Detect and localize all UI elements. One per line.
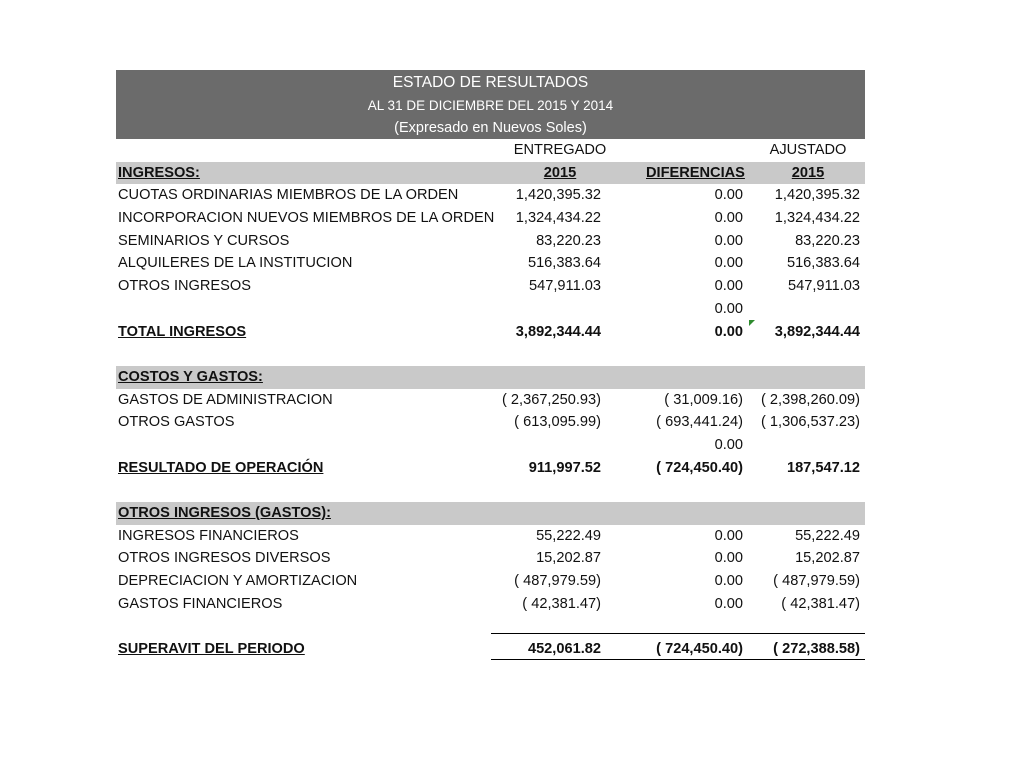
total-ajustado: ( 272,388.58) bbox=[773, 641, 860, 658]
cell-diferencias: 0.00 bbox=[714, 436, 743, 453]
section-label: COSTOS Y GASTOS: bbox=[118, 368, 263, 385]
table-row bbox=[116, 411, 865, 434]
statement-header bbox=[116, 70, 865, 139]
spacer-row bbox=[116, 479, 865, 502]
cell-diferencias: 0.00 bbox=[714, 527, 743, 544]
statement-subtitle: AL 31 DE DICIEMBRE DEL 2015 Y 2014 bbox=[367, 98, 614, 113]
cell-entregado: 15,202.87 bbox=[536, 550, 601, 567]
total-bottom-rule bbox=[491, 659, 865, 660]
ingresos-rows bbox=[116, 184, 865, 320]
cell-diferencias: 0.00 bbox=[714, 232, 743, 249]
row-label: OTROS INGRESOS bbox=[118, 278, 251, 295]
total-entregado: 3,892,344.44 bbox=[515, 323, 601, 340]
total-top-rule bbox=[491, 633, 865, 634]
row-label: OTROS GASTOS bbox=[118, 414, 235, 431]
cell-diferencias: 0.00 bbox=[714, 550, 743, 567]
cell-ajustado: ( 1,306,537.23) bbox=[761, 414, 860, 431]
statement-title: ESTADO DE RESULTADOS bbox=[392, 74, 589, 91]
col-diferencias-header: DIFERENCIAS bbox=[646, 164, 745, 181]
table-row bbox=[116, 207, 865, 230]
total-label: SUPERAVIT DEL PERIODO bbox=[118, 641, 305, 658]
table-row bbox=[116, 389, 865, 412]
cell-ajustado: 55,222.49 bbox=[795, 527, 860, 544]
row-label: INGRESOS FINANCIEROS bbox=[118, 527, 299, 544]
cell-ajustado: 547,911.03 bbox=[788, 278, 860, 295]
row-label: INCORPORACION NUEVOS MIEMBROS DE LA ORDEN bbox=[118, 210, 495, 227]
table-row bbox=[116, 298, 865, 321]
cell-ajustado: 15,202.87 bbox=[795, 550, 860, 567]
cell-entregado: ( 42,381.47) bbox=[522, 595, 601, 612]
cell-entregado: 55,222.49 bbox=[536, 527, 601, 544]
table-row bbox=[116, 434, 865, 457]
spacer-row bbox=[116, 615, 865, 638]
spacer-row bbox=[116, 343, 865, 366]
col-ajustado-header: AJUSTADO bbox=[769, 142, 847, 158]
total-ajustado: 3,892,344.44 bbox=[774, 323, 860, 340]
cell-diferencias: 0.00 bbox=[714, 573, 743, 590]
column-header-row bbox=[116, 139, 865, 162]
cell-entregado: 1,420,395.32 bbox=[515, 187, 601, 204]
table-row bbox=[116, 547, 865, 570]
col-year-ajustado: 2015 bbox=[791, 164, 825, 181]
row-label: GASTOS DE ADMINISTRACION bbox=[118, 391, 333, 408]
row-label: ALQUILERES DE LA INSTITUCION bbox=[118, 255, 353, 272]
total-ajustado: 187,547.12 bbox=[786, 459, 860, 476]
section-heading-costos bbox=[116, 366, 865, 389]
cell-entregado: ( 487,979.59) bbox=[514, 573, 601, 590]
cell-entregado: ( 2,367,250.93) bbox=[502, 391, 601, 408]
costos-rows bbox=[116, 389, 865, 457]
row-label: DEPRECIACION Y AMORTIZACION bbox=[118, 573, 358, 590]
cell-diferencias: ( 693,441.24) bbox=[656, 414, 743, 431]
row-label: GASTOS FINANCIEROS bbox=[118, 595, 283, 612]
total-diferencias: ( 724,450.40) bbox=[656, 641, 743, 658]
table-row bbox=[116, 275, 865, 298]
total-entregado: 911,997.52 bbox=[528, 459, 601, 476]
row-label: SEMINARIOS Y CURSOS bbox=[118, 232, 290, 249]
cell-diferencias: 0.00 bbox=[714, 300, 743, 317]
otros-rows bbox=[116, 525, 865, 616]
cell-ajustado: 1,324,434.22 bbox=[774, 210, 860, 227]
row-label: CUOTAS ORDINARIAS MIEMBROS DE LA ORDEN bbox=[118, 187, 459, 204]
table-row bbox=[116, 593, 865, 616]
cell-entregado: 1,324,434.22 bbox=[515, 210, 601, 227]
table-row bbox=[116, 525, 865, 548]
cell-ajustado: 83,220.23 bbox=[795, 232, 860, 249]
total-label: RESULTADO DE OPERACIÓN bbox=[118, 459, 324, 476]
total-label: TOTAL INGRESOS bbox=[118, 323, 247, 340]
total-row-superavit bbox=[116, 638, 865, 661]
cell-ajustado: ( 2,398,260.09) bbox=[761, 391, 860, 408]
cell-diferencias: 0.00 bbox=[714, 210, 743, 227]
section-heading-ingresos bbox=[116, 162, 865, 185]
cell-ajustado: ( 42,381.47) bbox=[781, 595, 860, 612]
cell-diferencias: 0.00 bbox=[714, 255, 743, 272]
row-label: OTROS INGRESOS DIVERSOS bbox=[118, 550, 331, 567]
cell-entregado: 547,911.03 bbox=[529, 278, 601, 295]
cell-entregado: ( 613,095.99) bbox=[514, 414, 601, 431]
statement-currency-note: (Expresado en Nuevos Soles) bbox=[394, 120, 587, 136]
table-row bbox=[116, 184, 865, 207]
section-heading-otros bbox=[116, 502, 865, 525]
table-row bbox=[116, 570, 865, 593]
table-row bbox=[116, 252, 865, 275]
cell-ajustado: 1,420,395.32 bbox=[774, 187, 860, 204]
section-label: OTROS INGRESOS (GASTOS): bbox=[118, 505, 331, 521]
cell-diferencias: 0.00 bbox=[714, 187, 743, 204]
cell-diferencias: ( 31,009.16) bbox=[664, 391, 743, 408]
section-label: INGRESOS: bbox=[118, 164, 200, 181]
cell-entregado: 83,220.23 bbox=[536, 232, 601, 249]
cell-ajustado: ( 487,979.59) bbox=[773, 573, 860, 590]
col-year-entregado: 2015 bbox=[543, 164, 577, 181]
cell-ajustado: 516,383.64 bbox=[786, 255, 860, 272]
total-entregado: 452,061.82 bbox=[527, 641, 601, 658]
income-statement bbox=[116, 70, 865, 661]
total-row-operacion bbox=[116, 457, 865, 480]
col-entregado-header: ENTREGADO bbox=[513, 142, 607, 158]
table-row bbox=[116, 230, 865, 253]
cell-diferencias: 0.00 bbox=[714, 595, 743, 612]
cell-comment-flag-icon[interactable] bbox=[749, 320, 755, 326]
total-diferencias: ( 724,450.40) bbox=[656, 459, 743, 476]
cell-diferencias: 0.00 bbox=[714, 278, 743, 295]
total-diferencias: 0.00 bbox=[714, 323, 743, 340]
cell-entregado: 516,383.64 bbox=[527, 255, 601, 272]
